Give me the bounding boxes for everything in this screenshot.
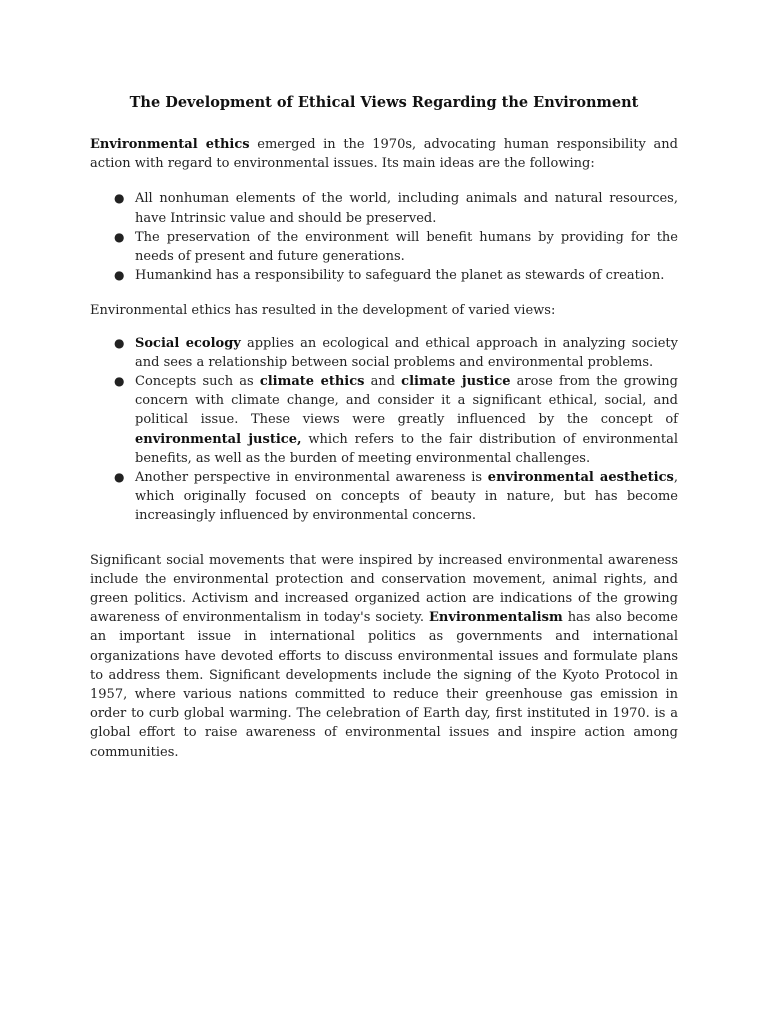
bullet-icon: ● bbox=[114, 268, 125, 283]
idea-text: All nonhuman elements of the world, including animals and natural resources, have Intrinsic value and should be preserved. bbox=[135, 191, 678, 226]
document-body bbox=[90, 92, 678, 762]
view-term: environmental justice, bbox=[135, 431, 302, 447]
view-term: Social ecology bbox=[135, 335, 241, 351]
bullet-icon: ● bbox=[114, 191, 125, 206]
list-item bbox=[90, 266, 678, 285]
bullet-icon: ● bbox=[114, 335, 125, 350]
closing-paragraph bbox=[90, 551, 678, 762]
closing-text: has also become an important issue in international politics as governments and international organizations have devoted efforts to discuss environmental issues and formulate plans to address them. Significant developments include the signing of the Kyoto Protocol in 1957, where various nations committed to reduce their greenhouse gas emission in order to curb global warming. The celebration of Earth day, first instituted in 1970. is a global effort to raise awareness of environmental issues and inspire action among communities. bbox=[90, 610, 679, 760]
view-text: Another perspective in environmental awareness is bbox=[135, 470, 488, 486]
intro-text: emerged in the 1970s, advocating human responsibility and action with regard to environmental issues. Its main ideas are the following: bbox=[90, 137, 678, 172]
intro-paragraph bbox=[90, 135, 678, 173]
view-text: Concepts such as bbox=[135, 374, 260, 390]
bullet-icon: ● bbox=[114, 229, 125, 244]
views-list bbox=[90, 334, 678, 526]
view-term: climate justice bbox=[401, 374, 511, 390]
idea-text: Humankind has a responsibility to safeguard the planet as stewards of creation. bbox=[135, 268, 665, 284]
idea-text: The preservation of the environment will benefit humans by providing for the needs of present and future generations. bbox=[135, 229, 678, 265]
bullet-icon: ● bbox=[114, 470, 125, 485]
view-term: environmental aesthetics bbox=[487, 470, 674, 486]
page-title: The Development of Ethical Views Regarding the Environment bbox=[129, 94, 639, 111]
views-intro-paragraph: Environmental ethics has resulted in the development of varied views: bbox=[90, 303, 556, 319]
view-text: applies an ecological and ethical approach in analyzing society and sees a relationship between social problems and environmental problems. bbox=[135, 335, 678, 370]
bullet-icon: ● bbox=[114, 374, 125, 389]
list-item bbox=[90, 468, 678, 526]
closing-term: Environmentalism bbox=[429, 610, 563, 626]
main-ideas-list bbox=[90, 189, 678, 285]
view-text: which refers to the fair distribution of environmental benefits, as well as the burden of meeting environmental challenges. bbox=[135, 431, 678, 466]
view-text: , which originally focused on concepts of beauty in nature, but has become increasingly influenced by environmental concerns. bbox=[135, 470, 678, 524]
view-term: climate ethics bbox=[259, 374, 365, 390]
list-item bbox=[90, 372, 678, 468]
list-item bbox=[90, 334, 678, 372]
view-text: arose from the growing concern with climate change, and consider it a significant ethical, social, and political issue. These views were greatly influenced by the concept of bbox=[135, 374, 678, 428]
list-item bbox=[90, 189, 678, 227]
intro-term: Environmental ethics bbox=[90, 137, 250, 152]
list-item bbox=[90, 228, 678, 266]
closing-text: Significant social movements that were inspired by increased environmental awareness include the environmental protection and conservation movement, animal rights, and green politics. Activism and increased organized action are indications of the growing awareness of environmentalism in today's society. bbox=[90, 552, 678, 626]
view-text: and bbox=[364, 374, 402, 390]
